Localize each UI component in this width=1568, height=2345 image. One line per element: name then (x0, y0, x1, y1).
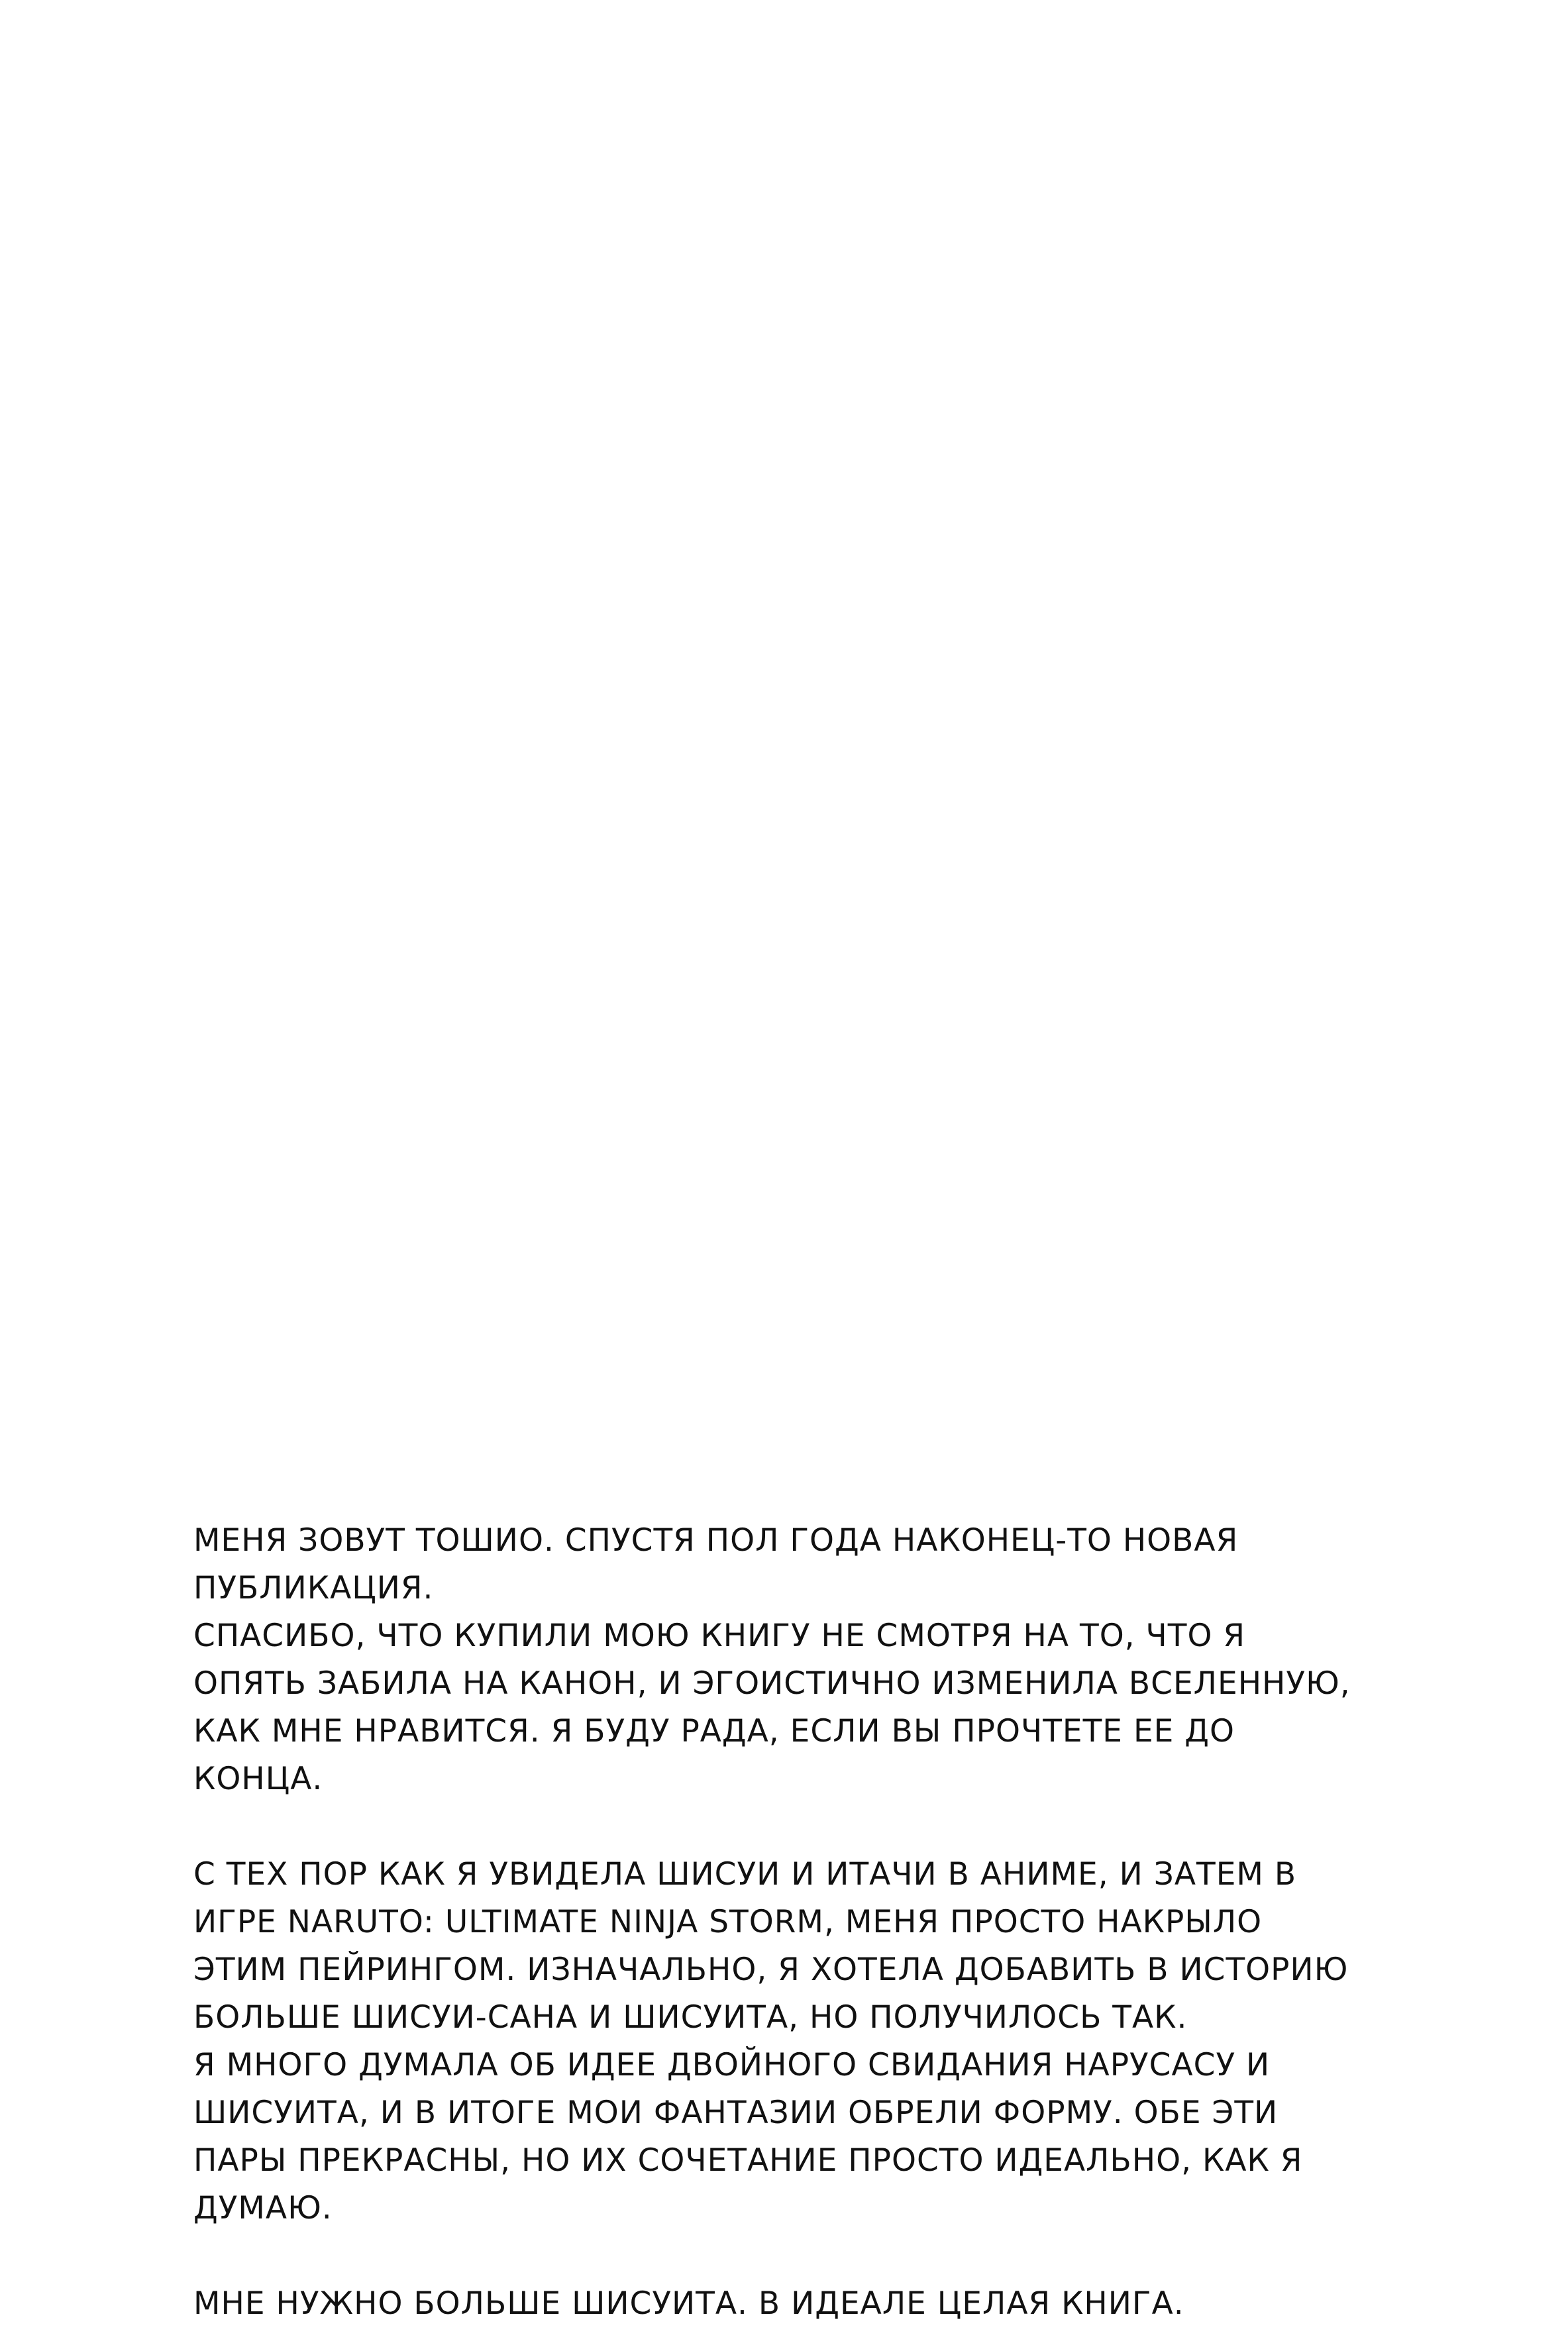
text-line: С ТЕХ ПОР КАК Я УВИДЕЛА ШИСУИ И ИТАЧИ В АНИМЕ, И ЗАТЕМ В (193, 1856, 1297, 1893)
text-line: ИГРЕ NARUTO: ULTIMATE NINJA STORM, МЕНЯ ПРОСТО НАКРЫЛО (193, 1904, 1263, 1940)
afterword-text-block (193, 1517, 1373, 2328)
text-line: МЕНЯ ЗОВУТ ТОШИО. СПУСТЯ ПОЛ ГОДА НАКОНЕЦ-ТО НОВАЯ (193, 1522, 1239, 1559)
text-line: МНЕ НУЖНО БОЛЬШЕ ШИСУИТА. В ИДЕАЛЕ ЦЕЛАЯ КНИГА. (193, 2285, 1184, 2322)
text-line: ЭТИМ ПЕЙРИНГОМ. ИЗНАЧАЛЬНО, Я ХОТЕЛА ДОБАВИТЬ В ИСТОРИЮ (193, 1952, 1349, 1988)
text-line: КАК МНЕ НРАВИТСЯ. Я БУДУ РАДА, ЕСЛИ ВЫ ПРОЧТЕТЕ ЕЕ ДО (193, 1713, 1235, 1749)
paragraph-closing (193, 2280, 1373, 2328)
paragraph-story (193, 1851, 1373, 2232)
text-line: Я МНОГО ДУМАЛА ОБ ИДЕЕ ДВОЙНОГО СВИДАНИЯ НАРУСАСУ И (193, 2047, 1271, 2083)
paragraph-intro (193, 1517, 1373, 1803)
text-line: СПАСИБО, ЧТО КУПИЛИ МОЮ КНИГУ НЕ СМОТРЯ НА ТО, ЧТО Я (193, 1618, 1246, 1654)
text-line: ПУБЛИКАЦИЯ. (193, 1570, 434, 1606)
text-line: ШИСУИТА, И В ИТОГЕ МОИ ФАНТАЗИИ ОБРЕЛИ ФОРМУ. ОБЕ ЭТИ (193, 2095, 1279, 2131)
text-line: ОПЯТЬ ЗАБИЛА НА КАНОН, И ЭГОИСТИЧНО ИЗМЕНИЛА ВСЕЛЕННУЮ, (193, 1665, 1351, 1702)
text-line: БОЛЬШЕ ШИСУИ-САНА И ШИСУИТА, НО ПОЛУЧИЛОСЬ ТАК. (193, 1999, 1188, 2036)
text-line: КОНЦА. (193, 1761, 323, 1797)
text-line: ПАРЫ ПРЕКРАСНЫ, НО ИХ СОЧЕТАНИЕ ПРОСТО ИДЕАЛЬНО, КАК Я (193, 2142, 1303, 2179)
text-line: ДУМАЮ. (193, 2190, 333, 2226)
